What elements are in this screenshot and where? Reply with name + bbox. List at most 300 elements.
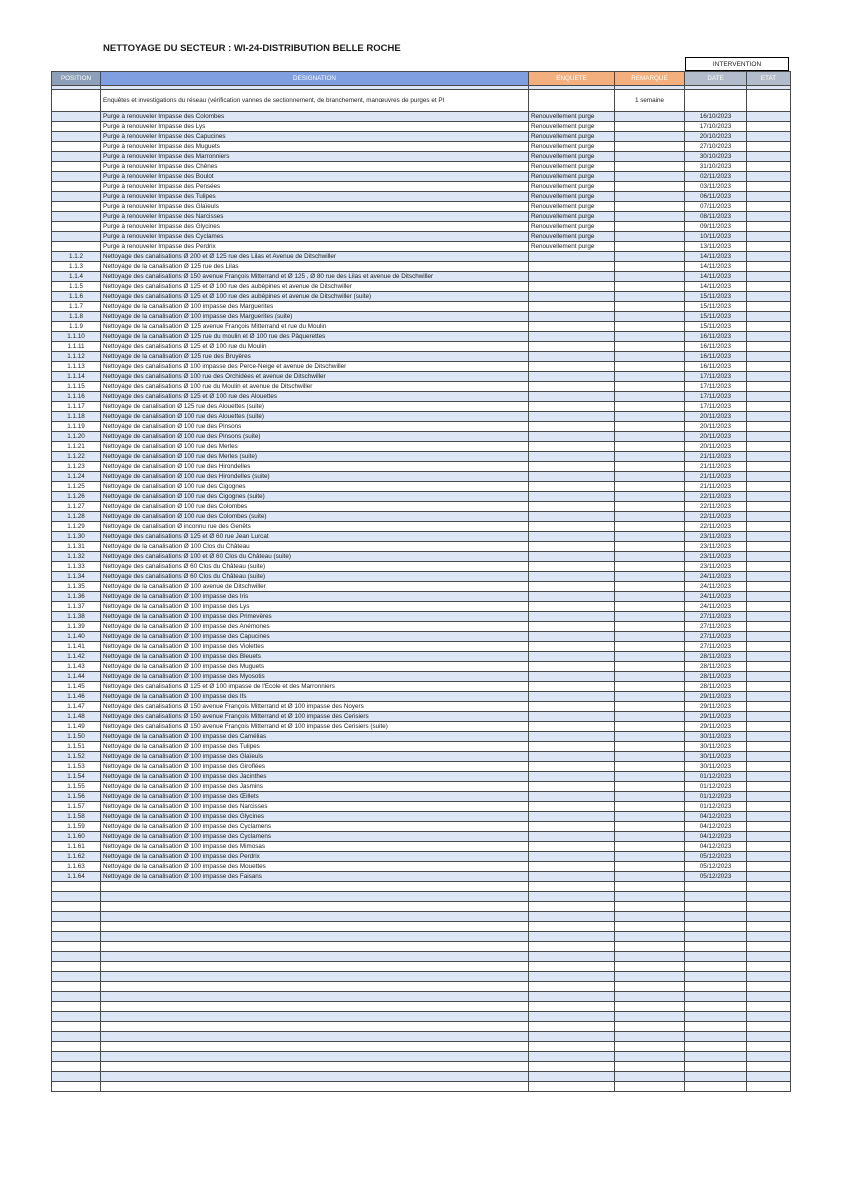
col-header-date: DATE [685,72,747,86]
enquete-cell [529,492,615,502]
enquete-cell [529,752,615,762]
enquete-cell [529,632,615,642]
empty-cell [747,1062,791,1072]
etat-cell [747,262,791,272]
table-row [52,302,791,312]
etat-cell [747,492,791,502]
enquete-cell [529,762,615,772]
designation-cell: Nettoyage de la canalisation Ø 100 impasse des Marguerites (suite) [101,312,529,322]
enquete-cell [529,312,615,322]
table-row [52,312,791,322]
enquete-cell [529,502,615,512]
enquete-cell [529,852,615,862]
etat-cell [747,242,791,252]
enquete-cell: Renouvellement purge [529,242,615,252]
designation-cell: Nettoyage de la canalisation Ø 100 impasse des Camélias [101,732,529,742]
empty-cell [685,962,747,972]
remarque-cell [615,452,685,462]
designation-cell: Purge à renouveler Impasse des Muguets [101,142,529,152]
etat-cell [747,522,791,532]
empty-cell [529,932,615,942]
remarque-cell [615,202,685,212]
date-cell: 06/11/2023 [685,192,747,202]
table-row [52,332,791,342]
date-cell: 20/10/2023 [685,132,747,142]
enquete-cell [529,682,615,692]
date-cell: 28/11/2023 [685,672,747,682]
empty-row [52,1062,791,1072]
position-cell [52,112,101,122]
etat-cell [747,192,791,202]
position-cell: 1.1.63 [52,862,101,872]
enquete-cell [529,342,615,352]
empty-cell [529,942,615,952]
empty-cell [685,1062,747,1072]
empty-cell [52,1082,101,1092]
designation-cell: Nettoyage des canalisations Ø 60 Clos du Château (suite) [101,562,529,572]
designation-cell: Nettoyage de canalisation Ø 100 rue des Colombes (suite) [101,512,529,522]
position-cell: 1.1.52 [52,752,101,762]
position-cell: 1.1.3 [52,262,101,272]
position-cell: 1.1.25 [52,482,101,492]
date-cell: 20/11/2023 [685,412,747,422]
position-cell: 1.1.13 [52,362,101,372]
position-cell: 1.1.37 [52,602,101,612]
etat-cell [747,362,791,372]
empty-cell [52,1052,101,1062]
date-cell: 15/11/2023 [685,312,747,322]
table-row [52,412,791,422]
etat-cell [747,252,791,262]
remarque-cell [615,602,685,612]
position-cell: 1.1.45 [52,682,101,692]
designation-cell: Nettoyage de la canalisation Ø 100 impasse des Iris [101,592,529,602]
table-row [52,662,791,672]
empty-cell [52,1002,101,1012]
designation-cell: Nettoyage de canalisation Ø 100 rue des Hirondelles [101,462,529,472]
intervention-header: INTERVENTION [685,57,789,71]
position-cell: 1.1.41 [52,642,101,652]
etat-cell [747,712,791,722]
table-row [52,522,791,532]
empty-cell [615,1022,685,1032]
empty-cell [529,902,615,912]
enquete-cell [529,472,615,482]
etat-cell [747,722,791,732]
etat-cell [747,572,791,582]
table-row [52,202,791,212]
enquete-cell [529,402,615,412]
designation-cell: Purge à renouveler Impasse des Marronniers [101,152,529,162]
table-row [52,742,791,752]
etat-cell [747,372,791,382]
empty-cell [615,992,685,1002]
etat-cell [747,122,791,132]
table-row [52,792,791,802]
table-row [52,422,791,432]
table-row [52,222,791,232]
etat-cell [747,552,791,562]
empty-cell [747,882,791,892]
empty-row [52,912,791,922]
enquete-cell [529,262,615,272]
date-cell: 15/11/2023 [685,302,747,312]
enquete-cell: Renouvellement purge [529,172,615,182]
enquete-cell [529,732,615,742]
empty-cell [747,1022,791,1032]
designation-cell: Nettoyage des canalisations Ø 100 rue du Moulin et avenue de Ditschwiller [101,382,529,392]
designation-cell: Nettoyage de la canalisation Ø 100 impasse des Ifs [101,692,529,702]
position-cell: 1.1.7 [52,302,101,312]
date-cell: 15/11/2023 [685,322,747,332]
position-cell: 1.1.64 [52,872,101,882]
table-row [52,112,791,122]
table-row [52,542,791,552]
designation-cell: Nettoyage de la canalisation Ø 100 impasse des Glycines [101,812,529,822]
designation-cell: Nettoyage de la canalisation Ø 100 impasse des Jasmins [101,782,529,792]
empty-cell [747,902,791,912]
designation-cell: Nettoyage des canalisations Ø 125 et Ø 100 rue des Alouettes [101,392,529,402]
empty-cell [685,952,747,962]
col-header-designation: DESIGNATION [101,72,529,86]
position-cell: 1.1.59 [52,822,101,832]
designation-cell: Nettoyage des canalisations Ø 150 avenue François Mitterrand et Ø 100 impasse des Noyers [101,702,529,712]
designation-cell: Nettoyage de la canalisation Ø 100 impasse des Violettes [101,642,529,652]
remarque-cell [615,842,685,852]
etat-cell [747,802,791,812]
table-row [52,382,791,392]
empty-cell [101,882,529,892]
cleaning-schedule-table [51,71,791,1092]
etat-cell [747,292,791,302]
etat-cell [747,402,791,412]
remarque-cell [615,562,685,572]
position-cell: 1.1.22 [52,452,101,462]
empty-cell [685,942,747,952]
designation-cell: Nettoyage de canalisation Ø 100 rue des Cigognes (suite) [101,492,529,502]
date-cell: 22/11/2023 [685,492,747,502]
empty-cell [101,892,529,902]
table-row [52,632,791,642]
date-cell: 16/11/2023 [685,362,747,372]
position-cell: 1.1.33 [52,562,101,572]
date-cell: 30/11/2023 [685,752,747,762]
position-cell: 1.1.17 [52,402,101,412]
remarque-cell [615,752,685,762]
etat-cell [747,742,791,752]
position-cell: 1.1.27 [52,502,101,512]
empty-row [52,992,791,1002]
empty-cell [52,882,101,892]
date-cell: 14/11/2023 [685,262,747,272]
position-cell: 1.1.43 [52,662,101,672]
position-cell: 1.1.15 [52,382,101,392]
empty-row [52,902,791,912]
date-cell: 17/11/2023 [685,392,747,402]
table-row [52,282,791,292]
table-row [52,782,791,792]
table-row [52,842,791,852]
empty-cell [101,992,529,1002]
table-row [52,872,791,882]
position-cell [52,202,101,212]
header-row [52,72,791,86]
empty-cell [685,1082,747,1092]
remarque-cell [615,232,685,242]
table-row [52,672,791,682]
enquete-cell [529,252,615,262]
date-cell: 16/10/2023 [685,112,747,122]
position-cell [52,132,101,142]
date-cell: 24/11/2023 [685,602,747,612]
empty-cell [747,1002,791,1012]
enquete-cell [529,452,615,462]
empty-cell [615,922,685,932]
position-cell: 1.1.61 [52,842,101,852]
intro-position [52,90,101,112]
col-header-remarque: REMARQUE [615,72,685,86]
remarque-cell [615,522,685,532]
empty-cell [101,962,529,972]
etat-cell [747,162,791,172]
remarque-cell [615,682,685,692]
empty-cell [52,972,101,982]
remarque-cell [615,432,685,442]
enquete-cell [529,292,615,302]
remarque-cell [615,532,685,542]
table-row [52,592,791,602]
etat-cell [747,322,791,332]
remarque-cell [615,732,685,742]
position-cell [52,192,101,202]
etat-cell [747,822,791,832]
date-cell: 23/11/2023 [685,532,747,542]
remarque-cell [615,152,685,162]
position-cell: 1.1.5 [52,282,101,292]
designation-cell: Nettoyage des canalisations Ø 100 et Ø 60 Clos du Château (suite) [101,552,529,562]
position-cell: 1.1.24 [52,472,101,482]
enquete-cell [529,352,615,362]
table-row [52,512,791,522]
enquete-cell: Renouvellement purge [529,212,615,222]
remarque-cell [615,172,685,182]
empty-cell [101,1062,529,1072]
remarque-cell [615,352,685,362]
designation-cell: Nettoyage de canalisation Ø 100 rue des Pinsons (suite) [101,432,529,442]
empty-cell [52,992,101,1002]
enquete-cell [529,872,615,882]
empty-cell [529,912,615,922]
position-cell: 1.1.29 [52,522,101,532]
empty-row [52,952,791,962]
table-row [52,762,791,772]
remarque-cell [615,312,685,322]
table-row [52,712,791,722]
table-row [52,272,791,282]
table-row [52,812,791,822]
table-row [52,722,791,732]
position-cell [52,182,101,192]
enquete-cell [529,372,615,382]
enquete-cell [529,862,615,872]
position-cell: 1.1.31 [52,542,101,552]
etat-cell [747,422,791,432]
table-row [52,802,791,812]
empty-cell [615,1072,685,1082]
etat-cell [747,792,791,802]
empty-cell [615,1002,685,1012]
remarque-cell [615,422,685,432]
date-cell: 05/12/2023 [685,862,747,872]
etat-cell [747,782,791,792]
empty-cell [685,902,747,912]
remarque-cell [615,832,685,842]
remarque-cell [615,722,685,732]
position-cell: 1.1.38 [52,612,101,622]
date-cell: 10/11/2023 [685,232,747,242]
empty-cell [615,892,685,902]
designation-cell: Nettoyage des canalisations Ø 125 et Ø 60 rue Jean Lurcat [101,532,529,542]
empty-cell [747,962,791,972]
designation-cell: Nettoyage des canalisations Ø 125 et Ø 100 impasse de l'Ecole et des Marronniers [101,682,529,692]
etat-cell [747,272,791,282]
empty-cell [615,882,685,892]
empty-cell [747,932,791,942]
enquete-cell [529,422,615,432]
date-cell: 04/12/2023 [685,822,747,832]
table-row [52,772,791,782]
empty-cell [615,1012,685,1022]
empty-cell [615,902,685,912]
remarque-cell [615,132,685,142]
empty-cell [529,922,615,932]
date-cell: 16/11/2023 [685,352,747,362]
empty-cell [615,952,685,962]
empty-cell [685,1002,747,1012]
date-cell: 27/11/2023 [685,622,747,632]
etat-cell [747,202,791,212]
remarque-cell [615,292,685,302]
enquete-cell [529,282,615,292]
empty-cell [529,1062,615,1072]
enquete-cell [529,532,615,542]
remarque-cell [615,322,685,332]
enquete-cell [529,642,615,652]
empty-cell [747,1072,791,1082]
empty-cell [685,1022,747,1032]
empty-cell [529,1032,615,1042]
date-cell: 04/12/2023 [685,812,747,822]
date-cell: 17/11/2023 [685,372,747,382]
remarque-cell [615,792,685,802]
remarque-cell [615,242,685,252]
designation-cell: Nettoyage des canalisations Ø 60 Clos du Château (suite) [101,572,529,582]
table-row [52,752,791,762]
date-cell: 30/11/2023 [685,742,747,752]
etat-cell [747,762,791,772]
etat-cell [747,482,791,492]
remarque-cell [615,612,685,622]
table-row [52,252,791,262]
empty-cell [101,972,529,982]
date-cell: 29/11/2023 [685,722,747,732]
etat-cell [747,432,791,442]
date-cell: 20/11/2023 [685,442,747,452]
position-cell [52,232,101,242]
date-cell: 22/11/2023 [685,522,747,532]
designation-cell: Nettoyage de la canalisation Ø 100 Clos du Château [101,542,529,552]
etat-cell [747,152,791,162]
etat-cell [747,632,791,642]
designation-cell: Nettoyage de la canalisation Ø 100 impasse des Muguets [101,662,529,672]
empty-cell [101,912,529,922]
remarque-cell [615,142,685,152]
empty-cell [52,942,101,952]
enquete-cell [529,562,615,572]
table-row [52,192,791,202]
etat-cell [747,852,791,862]
enquete-cell: Renouvellement purge [529,112,615,122]
etat-cell [747,662,791,672]
empty-cell [747,952,791,962]
empty-cell [101,1082,529,1092]
designation-cell: Nettoyage de la canalisation Ø 100 impasse des Glaïeuls [101,752,529,762]
empty-row [52,1032,791,1042]
enquete-cell [529,592,615,602]
empty-cell [685,892,747,902]
enquete-cell [529,672,615,682]
etat-cell [747,672,791,682]
enquete-cell [529,662,615,672]
enquete-cell: Renouvellement purge [529,152,615,162]
empty-cell [685,882,747,892]
enquete-cell: Renouvellement purge [529,142,615,152]
etat-cell [747,382,791,392]
empty-cell [101,952,529,962]
table-row [52,372,791,382]
etat-cell [747,512,791,522]
date-cell: 23/11/2023 [685,562,747,572]
remarque-cell [615,742,685,752]
position-cell: 1.1.30 [52,532,101,542]
designation-cell: Nettoyage de la canalisation Ø 125 rue des Bruyères [101,352,529,362]
remarque-cell [615,492,685,502]
empty-cell [101,1072,529,1082]
empty-cell [747,1052,791,1062]
enquete-cell [529,542,615,552]
enquete-cell [529,382,615,392]
designation-cell: Nettoyage de canalisation Ø 100 rue des Colombes [101,502,529,512]
intro-enquete [529,90,615,112]
etat-cell [747,342,791,352]
col-header-position: POSITION [52,72,101,86]
date-cell: 20/11/2023 [685,422,747,432]
etat-cell [747,112,791,122]
date-cell: 31/10/2023 [685,162,747,172]
date-cell: 23/11/2023 [685,542,747,552]
table-row [52,572,791,582]
intro-etat [747,90,791,112]
designation-cell: Purge à renouveler Impasse des Tulipes [101,192,529,202]
position-cell: 1.1.56 [52,792,101,802]
enquete-cell [529,652,615,662]
designation-cell: Nettoyage de la canalisation Ø 100 impasse des Lys [101,602,529,612]
table-row [52,262,791,272]
empty-cell [747,912,791,922]
table-row [52,562,791,572]
empty-cell [101,922,529,932]
etat-cell [747,642,791,652]
